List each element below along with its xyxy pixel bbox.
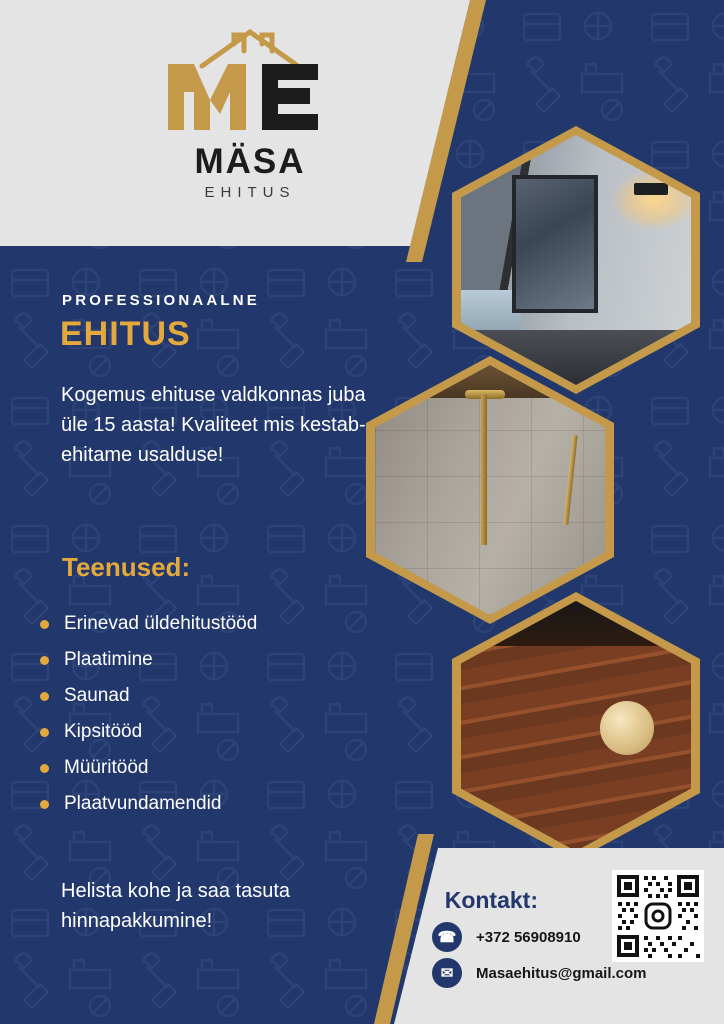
bullet-icon — [40, 764, 49, 773]
instagram-qr-code[interactable] — [612, 870, 704, 962]
contact-title: Kontakt: — [444, 887, 538, 913]
services-title: Teenused: — [62, 552, 191, 582]
bullet-icon — [40, 728, 49, 737]
photo-tiled-shower — [366, 356, 614, 624]
services-list — [40, 606, 430, 822]
contact-email-row[interactable] — [432, 958, 647, 988]
bullet-icon — [40, 620, 49, 629]
telephone-icon: ☎ — [432, 922, 462, 952]
list-item — [40, 750, 430, 786]
instagram-icon — [646, 904, 670, 928]
contact-phone-value: +372 56908910 — [476, 928, 581, 946]
qr-code-icon — [612, 870, 704, 962]
logo-mark-icon — [150, 26, 350, 138]
service-label: Plaatimine — [64, 649, 153, 670]
call-to-action-text: Helista kohe ja saa tasuta hinnapakkumine! — [61, 880, 291, 932]
service-label: Erinevad üldehitustööd — [64, 613, 258, 634]
photo-building-facade — [452, 126, 700, 394]
kicker-text: PROFESSIONAALNE — [62, 292, 261, 309]
contact-phone-row[interactable] — [432, 922, 581, 952]
logo — [140, 26, 360, 201]
photo-sauna-interior — [452, 592, 700, 860]
list-item — [40, 678, 430, 714]
page-title: EHITUS — [60, 315, 191, 353]
intro-paragraph: Kogemus ehituse valdkonnas juba üle 15 aasta! Kvaliteet mis kestab- ehitame usalduse! — [61, 384, 366, 466]
service-label: Plaatvundamendid — [64, 793, 222, 814]
service-label: Kipsitööd — [64, 721, 143, 742]
bullet-icon — [40, 800, 49, 809]
contact-email-value: Masaehitus@gmail.com — [476, 964, 647, 982]
list-item — [40, 714, 430, 750]
envelope-icon: ✉ — [432, 958, 462, 988]
bullet-icon — [40, 692, 49, 701]
service-label: Saunad — [64, 685, 130, 706]
list-item — [40, 642, 430, 678]
bullet-icon — [40, 656, 49, 665]
service-label: Müüritööd — [64, 757, 149, 778]
list-item — [40, 606, 430, 642]
logo-name: MÄSA — [194, 142, 306, 181]
logo-subtitle: EHITUS — [204, 184, 296, 201]
list-item — [40, 786, 430, 822]
